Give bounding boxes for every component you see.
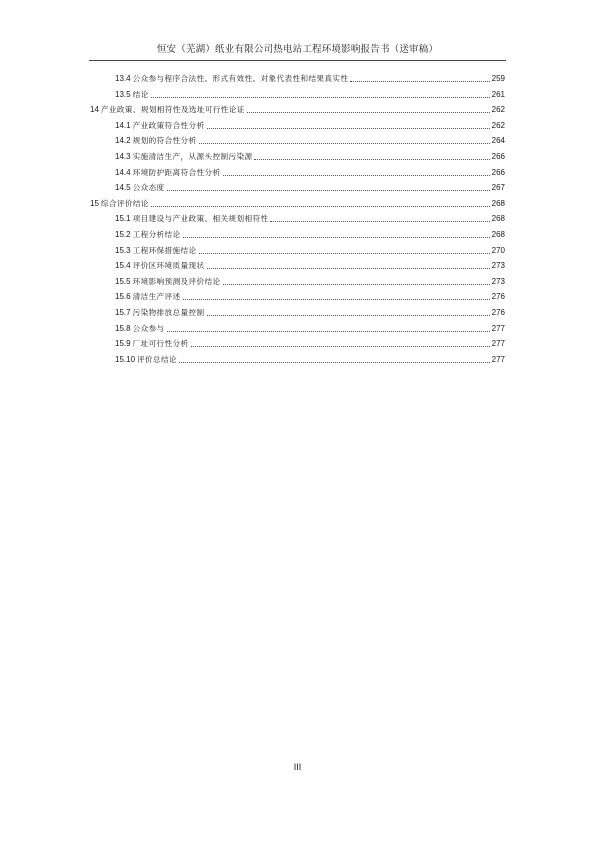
toc-entry-page: 266	[491, 167, 505, 177]
toc-entry-page: 259	[491, 74, 505, 83]
toc-entry-title: 公众态度	[132, 183, 165, 193]
toc-entry-page: 273	[491, 276, 505, 286]
toc-dot-leader	[183, 237, 490, 238]
toc-entry-title: 综合评价结论	[100, 198, 149, 208]
toc-dot-leader	[223, 284, 490, 285]
toc-entry-title: 公众参与	[132, 323, 165, 333]
toc-entry[interactable]	[115, 245, 505, 257]
toc-entry[interactable]	[115, 182, 505, 194]
toc-entry-page: 277	[491, 323, 505, 333]
toc-entry-page: 262	[491, 120, 505, 130]
toc-entry-page: 276	[491, 308, 505, 317]
toc-dot-leader	[207, 128, 490, 129]
toc-entry[interactable]	[115, 167, 505, 179]
toc-dot-leader	[151, 206, 490, 207]
toc-entry-title: 结论	[132, 89, 149, 99]
toc-entry-number: 15.2	[115, 230, 131, 239]
toc-entry-title: 厂址可行性分析	[132, 339, 189, 349]
toc-entry-title: 项目建设与产业政策、相关规划相符性	[132, 214, 269, 224]
toc-entry-page: 273	[491, 261, 505, 271]
toc-entry-number: 14.4	[115, 167, 131, 177]
toc-entry-title: 评价区环境质量现状	[132, 261, 205, 271]
toc-dot-leader	[270, 221, 489, 222]
toc-entry-title: 实施清洁生产，从源头控制污染源	[132, 152, 253, 161]
toc-entry-number: 15.1	[115, 214, 131, 224]
toc-entry[interactable]	[115, 323, 505, 335]
toc-entry-title: 产业政策、规划相符性及选址可行性论证	[100, 105, 245, 115]
toc-dot-leader	[247, 112, 490, 113]
toc-entry-title: 工程环保措施结论	[132, 245, 197, 255]
toc-entry-title: 公众参与程序合法性、形式有效性、对象代表性和结果真实性	[132, 74, 349, 83]
toc-entry[interactable]	[115, 89, 505, 101]
toc-entry-number: 15.7	[115, 308, 131, 317]
toc-entry-number: 15.3	[115, 245, 131, 255]
toc-entry[interactable]	[90, 104, 505, 116]
toc-entry-page: 268	[491, 214, 505, 224]
toc-entry-page: 264	[491, 136, 505, 146]
toc-entry-page: 277	[491, 339, 505, 349]
toc-entry-page: 268	[491, 230, 505, 239]
toc-entry-title: 环境影响预测及评价结论	[132, 276, 221, 286]
toc-entry-page: 261	[491, 89, 505, 99]
toc-entry-page: 267	[491, 183, 505, 193]
toc-dot-leader	[191, 346, 490, 347]
toc-entry-number: 15	[90, 198, 99, 208]
toc-entry-number: 14.1	[115, 120, 131, 130]
toc-entry-number: 13.5	[115, 89, 131, 99]
toc-entry[interactable]	[115, 276, 505, 288]
toc-dot-leader	[167, 190, 490, 191]
toc-entry-number: 14.5	[115, 183, 131, 193]
toc-dot-leader	[199, 253, 490, 254]
toc-entry-number: 14	[90, 105, 99, 115]
toc-dot-leader	[207, 268, 490, 269]
toc-entry-number: 15.10	[115, 354, 136, 364]
toc-entry[interactable]	[115, 213, 505, 225]
toc-entry-page: 266	[491, 152, 505, 161]
toc-entry-number: 14.2	[115, 136, 131, 146]
toc-dot-leader	[199, 143, 490, 144]
toc-dot-leader	[151, 97, 490, 98]
toc-entry-title: 环境防护距离符合性分析	[132, 167, 221, 177]
toc-dot-leader	[223, 175, 490, 176]
toc-entry-number: 15.4	[115, 261, 131, 271]
toc-entry-title: 规划的符合性分析	[132, 136, 197, 146]
toc-entry-title: 清洁生产评述	[132, 292, 181, 302]
toc-entry[interactable]	[90, 198, 505, 210]
toc-entry[interactable]	[115, 291, 505, 303]
toc-entry-number: 15.9	[115, 339, 131, 349]
toc-entry[interactable]	[115, 260, 505, 272]
toc-entry-title: 评价总结论	[137, 354, 177, 364]
toc-dot-leader	[207, 315, 490, 316]
page-number: III	[293, 762, 302, 772]
toc-entry[interactable]	[115, 229, 505, 241]
toc-dot-leader	[350, 81, 489, 82]
toc-entry[interactable]	[115, 307, 505, 319]
toc-entry[interactable]	[115, 338, 505, 350]
toc-entry-page: 270	[491, 245, 505, 255]
toc-entry-number: 15.5	[115, 276, 131, 286]
toc-dot-leader	[167, 331, 490, 332]
toc-entry-page: 268	[491, 198, 505, 208]
toc-entry-page: 276	[491, 292, 505, 302]
toc-entry[interactable]	[115, 73, 505, 85]
toc-dot-leader	[183, 299, 490, 300]
toc-entry[interactable]	[115, 354, 505, 366]
toc-entry-page: 262	[491, 105, 505, 115]
toc-entry-number: 15.6	[115, 292, 131, 302]
toc-entry-title: 产业政策符合性分析	[132, 120, 205, 130]
toc-dot-leader	[254, 159, 489, 160]
header-divider	[89, 60, 506, 61]
toc-entry-title: 污染物排放总量控制	[132, 308, 205, 317]
toc-entry-number: 13.4	[115, 74, 131, 83]
toc-entry-number: 14.3	[115, 152, 131, 161]
toc-entry[interactable]	[115, 135, 505, 147]
toc-entry-page: 277	[491, 354, 505, 364]
toc-dot-leader	[179, 362, 490, 363]
toc-entry-title: 工程分析结论	[132, 230, 181, 239]
page-header: 恒安（芜湖）纸业有限公司热电站工程环境影响报告书（送审稿）	[156, 44, 439, 55]
toc-entry[interactable]	[115, 120, 505, 132]
toc-entry[interactable]	[115, 151, 505, 163]
toc-entry-number: 15.8	[115, 323, 131, 333]
